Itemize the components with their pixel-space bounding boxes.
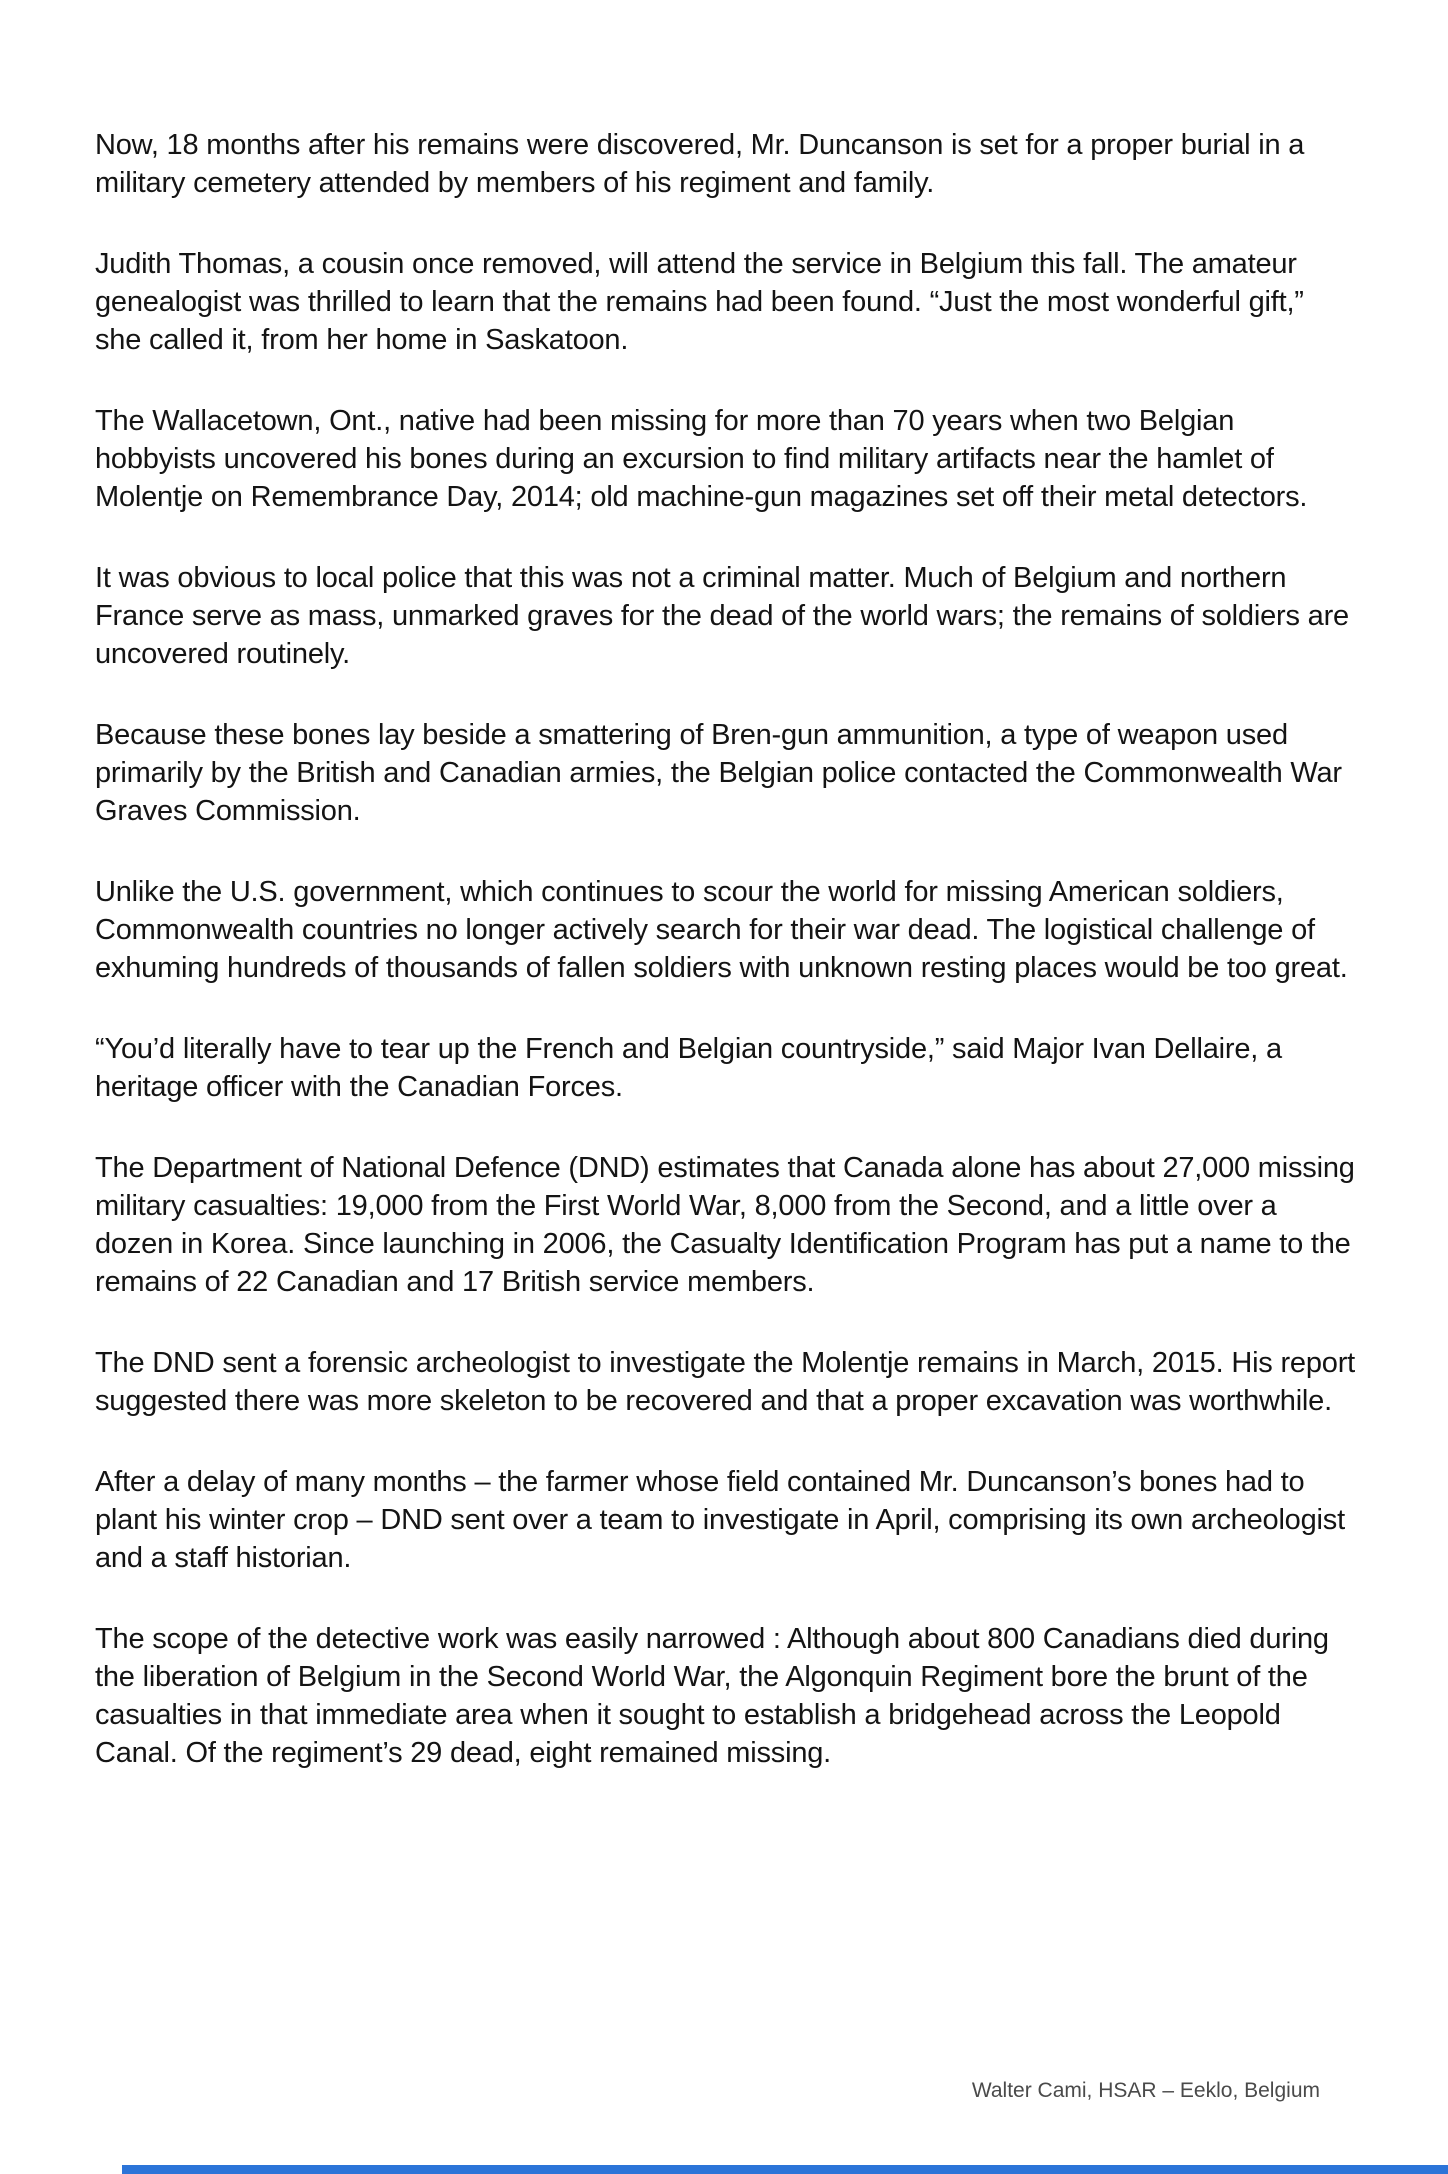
article-paragraph: Because these bones lay beside a smattering of Bren-gun ammunition, a type of weapon used primarily by the British and Canadian armies, the Belgian police contacted the Commonwealth War Graves Commission. — [95, 719, 1342, 827]
bottom-accent-bar — [122, 2165, 1448, 2174]
article-body — [95, 126, 1357, 1772]
photo-credit: Walter Cami, HSAR – Eeklo, Belgium — [971, 2079, 1320, 2102]
article-paragraph: Now, 18 months after his remains were discovered, Mr. Duncanson is set for a proper burial in a military cemetery attended by members of his regiment and family. — [95, 129, 1305, 199]
article-paragraph: The Department of National Defence (DND) estimates that Canada alone has about 27,000 missing military casualties: 19,000 from the First World War, 8,000 from the Second, and a little over a dozen in Korea. Since launching in 2006, the Casualty Identification Program has put a name to the remains of 22 Canadian and 17 British service members. — [95, 1152, 1355, 1298]
article-paragraph: “You’d literally have to tear up the French and Belgian countryside,” said Major Ivan Dellaire, a heritage officer with the Canadian Forces. — [95, 1033, 1282, 1103]
article-paragraph: The Wallacetown, Ont., native had been missing for more than 70 years when two Belgian hobbyists uncovered his bones during an excursion to find military artifacts near the hamlet of Molentje on Remembrance Day, 2014; old machine-gun magazines set off their metal detectors. — [95, 405, 1308, 513]
article-paragraph: The DND sent a forensic archeologist to investigate the Molentje remains in March, 2015. His report suggested there was more skeleton to be recovered and that a proper excavation was worthwhile. — [95, 1347, 1356, 1417]
article-paragraph: The scope of the detective work was easily narrowed : Although about 800 Canadians died during the liberation of Belgium in the Second World War, the Algonquin Regiment bore the brunt of the casualties in that immediate area when it sought to establish a bridgehead across the Leopold Canal. Of the regiment’s 29 dead, eight remained missing. — [95, 1623, 1329, 1769]
article-paragraph: Unlike the U.S. government, which continues to scour the world for missing American soldiers, Commonwealth countries no longer actively search for their war dead. The logistical challenge of exhuming hundreds of thousands of fallen soldiers with unknown resting places would be too great. — [95, 876, 1348, 984]
article-paragraph: Judith Thomas, a cousin once removed, will attend the service in Belgium this fall. The amateur genealogist was thrilled to learn that the remains had been found. “Just the most wonderful gift,” she called it, from her home in Saskatoon. — [95, 248, 1304, 356]
article-paragraph: After a delay of many months – the farmer whose field contained Mr. Duncanson’s bones had to plant his winter crop – DND sent over a team to investigate in April, comprising its own archeologist and a staff historian. — [95, 1466, 1345, 1574]
article-paragraph: It was obvious to local police that this was not a criminal matter. Much of Belgium and northern France serve as mass, unmarked graves for the dead of the world wars; the remains of soldiers are uncovered routinely. — [95, 562, 1349, 670]
